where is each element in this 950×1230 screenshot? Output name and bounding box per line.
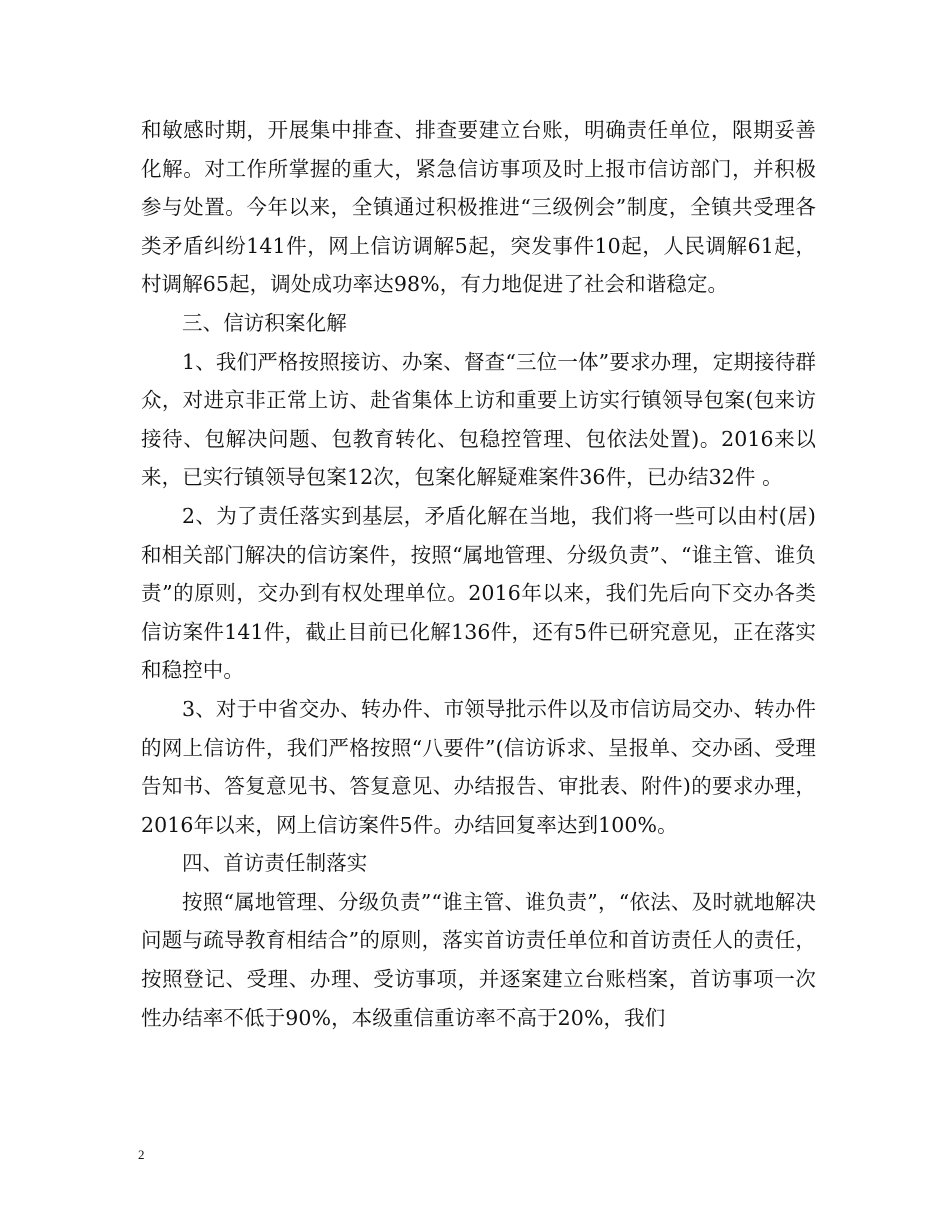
section-heading-3: 三、信访积案化解 [182,310,347,335]
document-body [141,111,816,1037]
paragraph-item-1: 1、我们严格按照接访、办案、督查“三位一体”要求办理，定期接待群众，对进京非正常上访、赴省集体上访和重要上访实行镇领导包案(包来访接待、包解决问题、包教育转化、包稳控管理、包依法处置)。2016来以来，已实行镇领导包案12次，包案化解疑难案件36件，已办结32件 。 [141,349,816,490]
paragraph-item-2: 2、为了责任落实到基层，矛盾化解在当地，我们将一些可以由村(居)和相关部门解决的信访案件，按照“属地管理、分级负责”、“谁主管、谁负责”的原则，交办到有权处理单位。2016年以来，我们先后向下交办各类信访案件141件，截止目前已化解136件，还有5件已研究意见，正在落实和稳控中。 [141,503,816,683]
page-number: 2 [138,1147,145,1162]
paragraph-continuation: 和敏感时期，开展集中排查、排查要建立台账，明确责任单位，限期妥善化解。对工作所掌握的重大，紧急信访事项及时上报市信访部门，并积极参与处置。今年以来，全镇通过积极推进“三级例会”制度，全镇共受理各类矛盾纠纷141件，网上信访调解5起，突发事件10起，人民调解61起，村调解65起，调处成功率达98%，有力地促进了社会和谐稳定。 [141,118,816,297]
paragraph-first-visit: 按照“属地管理、分级负责”“谁主管、谁负责”，“依法、及时就地解决问题与疏导教育相结合”的原则，落实首访责任单位和首访责任人的责任，按照登记、受理、办理、受访事项，并逐案建立台账档案，首访事项一次性办结率不低于90%，本级重信重访率不高于20%，我们 [141,889,816,1030]
section-heading-4: 四、首访责任制落实 [182,851,368,876]
paragraph-item-3: 3、对于中省交办、转办件、市领导批示件以及市信访局交办、转办件的网上信访件，我们严格按照“八要件”(信访诉求、呈报单、交办函、受理告知书、答复意见书、答复意见、办结报告、审批表、附件)的要求办理，2016年以来，网上信访案件5件。办结回复率达到100%。 [141,696,816,837]
